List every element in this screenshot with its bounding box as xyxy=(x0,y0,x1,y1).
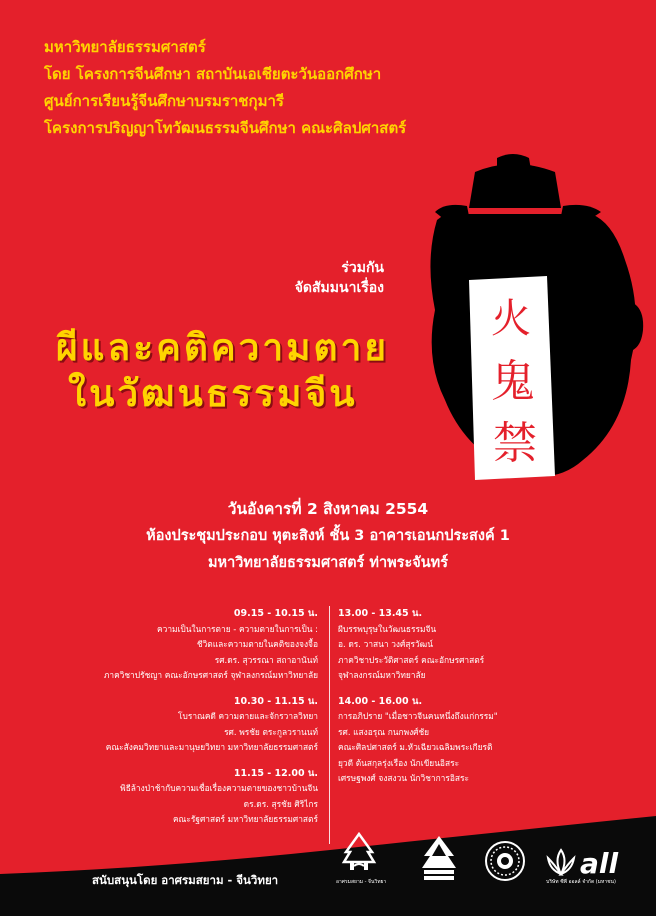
schedule-line: จุฬาลงกรณ์มหาวิทยาลัย xyxy=(338,670,426,680)
schedule-line: ดร.ดร. สุรชัย ศิริไกร xyxy=(243,798,318,809)
schedule-item xyxy=(104,694,318,756)
event-date: วันอังคารที่ 2 สิงหาคม 2554 xyxy=(227,500,429,518)
sponsor-text: สนับสนุนโดย อาศรมสยาม - จีนวิทยา xyxy=(92,873,279,887)
schedule-line: ความเป็นในการตาย - ความตายในการเป็น : xyxy=(157,623,318,634)
organizer-line-3: ศูนย์การเรียนรู้จีนศึกษาบรมราชกุมารี xyxy=(44,92,284,110)
schedule-line: รศ. พรชัย ตระกูลวรานนท์ xyxy=(224,726,318,737)
pavilion-icon xyxy=(418,834,460,882)
schedule-line: รศ. แสงอรุณ กนกพงศ์ชัย xyxy=(338,726,430,737)
talisman-glyph-3: 禁 xyxy=(493,418,537,469)
schedule-time: 10.30 - 11.15 น. xyxy=(233,695,318,707)
talisman-glyph-1: 火 xyxy=(491,296,531,342)
jiangshi-silhouette-illustration xyxy=(405,150,650,495)
schedule-item xyxy=(104,606,318,684)
thammasat-seal-logo xyxy=(484,840,526,886)
schedule-item xyxy=(338,606,498,684)
schedule-time: 14.00 - 16.00 น. xyxy=(338,695,423,707)
schedule-line: ภาควิชาปรัชญา คณะอักษรศาสตร์ จุฬาลงกรณ์มหาวิทยาลัย xyxy=(103,670,318,680)
cp-all-logo xyxy=(544,846,618,886)
organizer-line-1: มหาวิทยาลัยธรรมศาสตร์ xyxy=(44,38,206,56)
asram-siam-logo xyxy=(336,832,386,886)
schedule-time: 13.00 - 13.45 น. xyxy=(338,608,423,619)
schedule-line: ชีวิตและความตายในคติของจงจื้อ xyxy=(196,639,318,649)
schedule-line: การอภิปราย "เมื่อชาวจีนคนหนึ่งถึงแก่กรรม" xyxy=(338,711,498,721)
schedule-line: คณะรัฐศาสตร์ มหาวิทยาลัยธรรมศาสตร์ xyxy=(172,814,318,824)
thai-house-icon xyxy=(336,832,382,874)
schedule-line: รศ.ดร. สุวรรณา สถาอานันท์ xyxy=(214,654,318,665)
schedule-divider xyxy=(329,606,330,844)
invite-line-2: จัดสัมมนาเรื่อง xyxy=(294,280,384,296)
asram-logo-caption: อาศรมสยาม - จีนวิทยา xyxy=(336,879,387,885)
schedule-time: 11.15 - 12.00 น. xyxy=(233,767,318,779)
schedule-line: คณะสังคมวิทยาและมานุษยวิทยา มหาวิทยาลัยธรรมศาสตร์ xyxy=(105,742,318,752)
invitation-text xyxy=(295,258,384,298)
seminar-title-line-2: ในวัฒนธรรมจีน xyxy=(68,371,358,415)
organizer-line-4: โครงการปริญญาโทวัฒนธรรมจีนศึกษา คณะศิลปศาสตร์ xyxy=(44,119,407,137)
cp-all-caption: บริษัท ซีพี ออลล์ จำกัด (มหาชน) xyxy=(546,879,616,885)
schedule-morning xyxy=(104,606,318,838)
schedule-line: พิธีล้างป่าช้ากับความเชื่อเรื่องความตายของชาวบ้านจีน xyxy=(120,783,318,793)
event-info xyxy=(0,496,656,577)
invite-line-1: ร่วมกัน xyxy=(341,260,384,276)
schedule-line: อ. ดร. วาสนา วงศ์สุรวัฒน์ xyxy=(338,639,433,649)
lotus-icon xyxy=(544,846,578,878)
event-place: มหาวิทยาลัยธรรมศาสตร์ ท่าพระจันทร์ xyxy=(207,555,448,571)
talisman-glyph-2: 鬼 xyxy=(491,356,535,407)
institute-logo xyxy=(418,834,460,886)
schedule-item xyxy=(338,694,498,787)
schedule-line: เศรษฐพงศ์ จงสงวน นักวิชาการอิสระ xyxy=(338,773,469,783)
schedule-line: ภาควิชาประวัติศาสตร์ คณะอักษรศาสตร์ xyxy=(338,654,485,665)
schedule-line: ผีบรรพบุรุษในวัฒนธรรมจีน xyxy=(338,623,437,634)
schedule-afternoon xyxy=(338,606,498,797)
university-seal-icon xyxy=(484,840,526,882)
all-wordmark: all xyxy=(580,847,619,880)
schedule-time: 09.15 - 10.15 น. xyxy=(233,608,318,619)
organizer-line-2: โดย โครงการจีนศึกษา สถาบันเอเชียตะวันออกศึกษา xyxy=(44,65,382,83)
schedule-line: โบราณคดี ความตายและจักรวาลวิทยา xyxy=(178,711,318,721)
schedule-line: คณะศิลปศาสตร์ ม.หัวเฉียวเฉลิมพระเกียรติ xyxy=(338,742,493,752)
talisman-paper xyxy=(469,276,555,480)
event-venue: ห้องประชุมประกอบ หุตะสิงห์ ชั้น 3 อาคารเอนกประสงค์ 1 xyxy=(146,528,510,544)
seminar-title-line-1: ผีและคติความตาย xyxy=(56,325,390,369)
organizer-list xyxy=(44,34,406,142)
schedule-line: ยุวดี ต้นสกุลรุ่งเรือง นักเขียนอิสระ xyxy=(338,757,460,768)
